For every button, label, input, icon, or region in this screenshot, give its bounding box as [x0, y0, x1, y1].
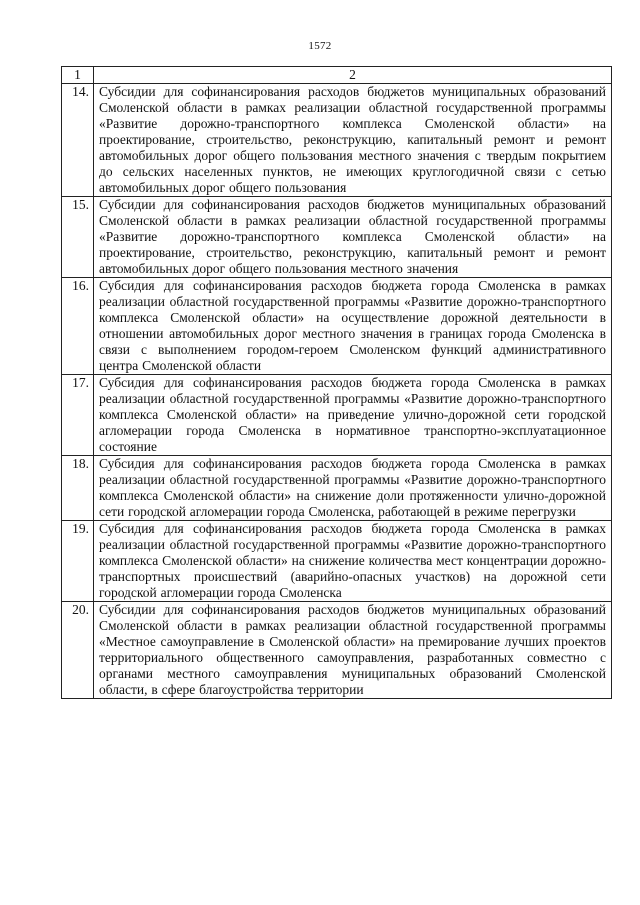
table-row: [62, 84, 612, 197]
row-number: 18.: [62, 456, 94, 521]
row-number: 19.: [62, 521, 94, 602]
row-description: Субсидия для софинансирования расходов бюджета города Смоленска в рамках реализации областной государственной программы «Развитие дорожно-транспортного комплекса Смоленской области» на приведение улично-дорожной сети городской агломерации города Смоленска в нормативное транспортно-эксплуатационное состояние: [94, 375, 612, 456]
row-number: 15.: [62, 197, 94, 278]
page-number: 1572: [308, 40, 332, 52]
row-description: Субсидии для софинансирования расходов бюджетов муниципальных образований Смоленской области в рамках реализации областной государственной программы «Местное самоуправление в Смоленской области» на премирование лучших проектов территориального общественного самоуправления, разработанных совместно с органами местного самоуправления муниципальных образований Смоленской области, в сфере благоустройства территории: [94, 602, 612, 699]
subsidies-table: [61, 66, 612, 699]
row-description: Субсидии для софинансирования расходов бюджетов муниципальных образований Смоленской области в рамках реализации областной государственной программы «Развитие дорожно-транспортного комплекса Смоленской области» на проектирование, строительство, реконструкцию, капитальный ремонт и ремонт автомобильных дорог общего пользования местного значения: [94, 197, 612, 278]
table-row: [62, 375, 612, 456]
table-row: [62, 521, 612, 602]
table-header-row: [62, 67, 612, 84]
table-row: [62, 278, 612, 375]
row-description: Субсидия для софинансирования расходов бюджета города Смоленска в рамках реализации областной государственной программы «Развитие дорожно-транспортного комплекса Смоленской области» на осуществление дорожной деятельности в отношении автомобильных дорог местного значения в границах города Смоленска в связи с выполнением городом-героем Смоленском функций административного центра Смоленской области: [94, 278, 612, 375]
row-description: Субсидия для софинансирования расходов бюджета города Смоленска в рамках реализации областной государственной программы «Развитие дорожно-транспортного комплекса Смоленской области» на снижение доли протяженности улично-дорожной сети городской агломерации города Смоленска, работающей в режиме перегрузки: [94, 456, 612, 521]
table-row: [62, 456, 612, 521]
row-number: 16.: [62, 278, 94, 375]
row-number: 14.: [62, 84, 94, 197]
column-header-number: 1: [62, 67, 94, 84]
table-row: [62, 602, 612, 699]
row-number: 20.: [62, 602, 94, 699]
row-description: Субсидия для софинансирования расходов бюджета города Смоленска в рамках реализации областной государственной программы «Развитие дорожно-транспортного комплекса Смоленской области» на снижение количества мест концентрации дорожно-транспортных происшествий (аварийно-опасных участков) на дорожной сети городской агломерации города Смоленска: [94, 521, 612, 602]
table-row: [62, 197, 612, 278]
column-header-description: 2: [94, 67, 612, 84]
row-description: Субсидии для софинансирования расходов бюджетов муниципальных образований Смоленской области в рамках реализации областной государственной программы «Развитие дорожно-транспортного комплекса Смоленской области» на проектирование, строительство, реконструкцию, капитальный ремонт и ремонт автомобильных дорог общего пользования местного значения с твердым покрытием до сельских населенных пунктов, не имеющих круглогодичной связи с сетью автомобильных дорог общего пользования: [94, 84, 612, 197]
row-number: 17.: [62, 375, 94, 456]
